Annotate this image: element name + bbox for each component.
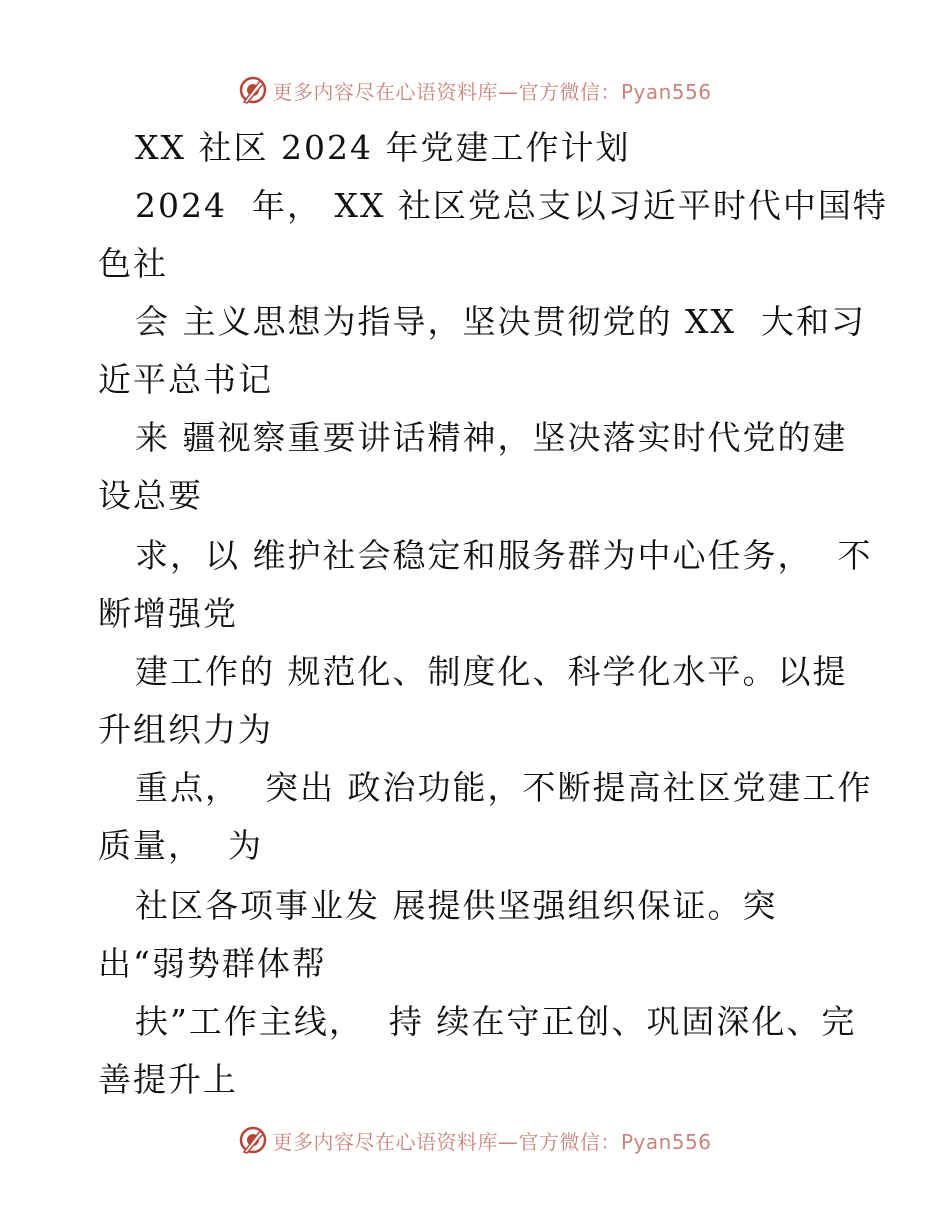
body-line: 会 主义思想为指导，坚决贯彻党的 XX 大和习: [135, 302, 866, 341]
quill-logo-icon: [238, 75, 268, 105]
body-line: 设总要: [98, 476, 203, 515]
body-line: 质量， 为: [98, 826, 263, 865]
quill-logo-icon: [238, 1125, 268, 1155]
body-line: 善提升上: [98, 1060, 238, 1099]
body-line: 近平总书记: [98, 360, 273, 399]
document-title: XX 社区 2024 年党建工作计划: [135, 128, 631, 167]
body-line: 重点， 突出 政治功能，不断提高社区党建工作: [135, 768, 873, 807]
body-line: 升组织力为: [98, 710, 273, 749]
body-line: 来 疆视察重要讲话精神，坚决落实时代党的建: [135, 418, 848, 457]
body-line: 扶”工作主线， 持 续在守正创、巩固深化、完: [135, 1002, 857, 1041]
body-line: 2024 年， XX 社区党总支以习近平时代中国特: [135, 186, 888, 225]
header-watermark-text: 更多内容尽在心语资料库—官方微信：Pyan556: [272, 79, 712, 104]
body-line: 求，以 维护社会稳定和服务群为中心任务， 不: [135, 536, 873, 575]
body-line: 建工作的 规范化、制度化、科学化水平。以提: [135, 652, 848, 691]
footer-watermark-text: 更多内容尽在心语资料库—官方微信：Pyan556: [272, 1129, 712, 1154]
header-watermark-banner: [0, 70, 950, 110]
body-line: 色社: [98, 244, 168, 283]
footer-watermark-banner: [0, 1120, 950, 1160]
body-line: 社区各项事业发 展提供坚强组织保证。突: [135, 886, 778, 925]
body-line: 出“弱势群体帮: [98, 944, 327, 983]
body-line: 断增强党: [98, 594, 238, 633]
